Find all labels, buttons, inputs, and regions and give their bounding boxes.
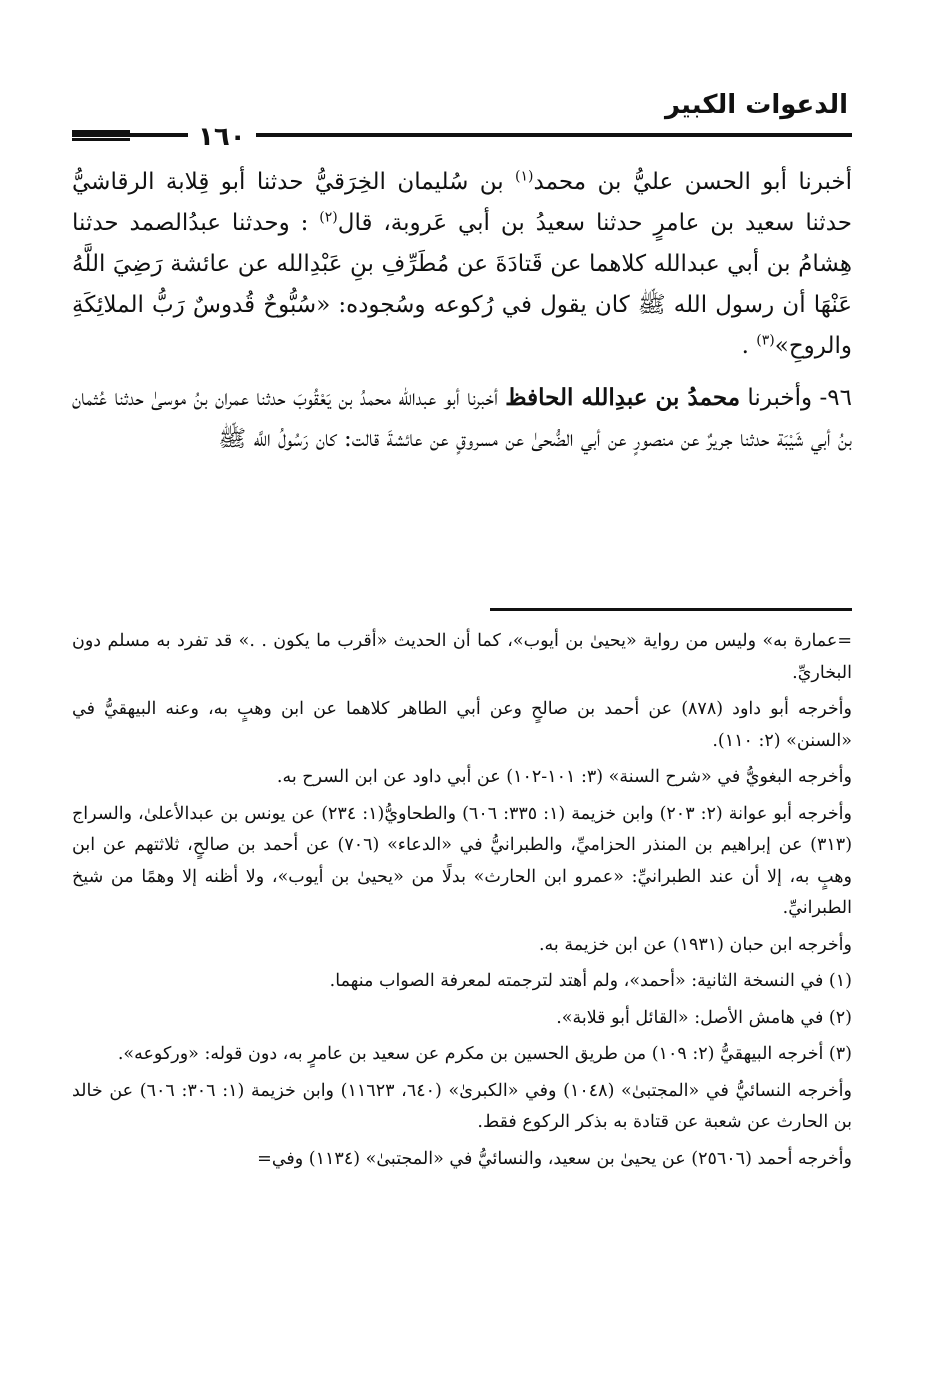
footnote-2: (٢) في هامش الأصل: «القائل أبو قلابة». [556, 1007, 852, 1028]
footnote-line: وأخرجه أبو داود (٨٧٨) عن أحمد بن صالحٍ وعن أبي الطاهر كلاهما عن ابن وهبٍ به، وعنه البيهقيُّ في «السنن» (٢: ١١٠). [72, 699, 852, 751]
text-run: أخبرنا أبو عبدالله محمدُ بن يَعْقُوبَ حدثنا عمران بنُ موسىٰ حدثنا عُثمان بنُ أبي شَيْبَة حدثنا جريرٌ عن منصورٍ عن أبي الضُّحىٰ عن مسروقٍ عن عائشةَ قالت: كان رَسُولُ اللَّه ﷺ [72, 385, 852, 452]
main-text [72, 162, 852, 470]
footnote-1: (١) في النسخة الثانية: «أحمد»، ولم أهتد لترجمته لمعرفة الصواب منهما. [329, 971, 852, 991]
paragraph-hadith-95 [72, 162, 852, 367]
footnote-ref-2: (٢) [319, 209, 338, 226]
book-page [72, 70, 852, 1330]
footnote-line: وأخرجه ابن حبان (١٩٣١) عن ابن خزيمة به. [538, 934, 852, 955]
page-number-rule-upper [72, 130, 130, 133]
text-run: : وحدثنا عبدُالصمد حدثنا هِشامُ بن أبي عبدالله كلاهما عن قَتادَةَ عن مُطَرِّفِ بنِ عَبْدِالله عن عائشة رَضِيَ اللَّهُ عَنْهَا أن رسول الله ﷺ كان يقول في رُكوعه وسُجوده: «سُبُّوحٌ قُدوسٌ رَبُّ الملائِكَةِ والروحِ» [72, 210, 852, 359]
footnote-line: وأخرجه البغويُّ في «شرح السنة» (٣: ١٠١-١٠٢) عن أبي داود عن ابن السرح به. [276, 767, 852, 787]
paragraph-hadith-96 [72, 377, 852, 460]
footnote-separator [490, 608, 852, 611]
footnote-ref-1: (١) [515, 168, 534, 185]
footnote-3: (٣) أخرجه البيهقيُّ (٢: ١٠٩) من طريق الحسين بن مكرم عن سعيد بن عامرٍ به، دون قوله: «وركوعه». [117, 1044, 852, 1064]
footnotes [72, 626, 852, 1180]
text-run: . [741, 333, 757, 359]
footnote-line: =عمارة به» وليس من رواية «يحيىٰ بن أيوب»، كما أن الحديث «أقرب ما يكون . .» قد تفرد به مسلم دون البخاريِّ. [72, 631, 852, 683]
narrator-name: محمدُ بن عبدِالله الحافظ [505, 384, 741, 411]
running-header-title: الدعوات الكبير [664, 90, 848, 120]
page-number-rule-lower [72, 138, 130, 141]
footnote-line: وأخرجه النسائيُّ في «المجتبىٰ» (١٠٤٨) وفي «الكبرىٰ» (٦٤٠، ١١٦٢٣) وابن خزيمة (١: ٣٠٦: ٦٠٦) عن خالد بن الحارث عن شعبة عن قتادة به بذكر الركوع فقط. [72, 1080, 852, 1132]
footnote-ref-3: (٣) [756, 332, 775, 349]
page-number: ١٦٠ [188, 122, 256, 152]
text-run: ٩٦- وأخبرنا [740, 385, 852, 411]
footnote-line: وأخرجه أبو عوانة (٢: ٢٠٣) وابن خزيمة (١: ٣٣٥: ٦٠٦) والطحاويُّ(١: ٢٣٤) عن يونس بن عبدالأعلىٰ، والسراج (٣١٣) عن إبراهيم بن المنذر الحزاميِّ، والطبرانيُّ في «الدعاء» (٧٠٦) عن أحمد بن صالحٍ، ثلاثتهم عن ابن وهبٍ به، إلا أن عند الطبرانيِّ: «عمرو ابن الحارث» بدلًا من «يحيىٰ بن أيوب»، ولا أظنه إلا وهمًا من شيخ الطبرانيِّ. [72, 803, 853, 918]
text-run: أخبرنا أبو الحسن عليُّ بن محمد [533, 169, 852, 195]
footnote-line: وأخرجه أحمد (٢٥٦٠٦) عن يحيىٰ بن سعيد، والنسائيُّ في «المجتبىٰ» (١١٣٤) وفي= [257, 1148, 852, 1169]
text-run: بن سُليمان الخِرَقيُّ حدثنا أبو قِلابة الرقاشيُّ حدثنا سعيد بن عامرٍ حدثنا سعيدُ بن أبي عَروبة، قال [72, 169, 852, 236]
